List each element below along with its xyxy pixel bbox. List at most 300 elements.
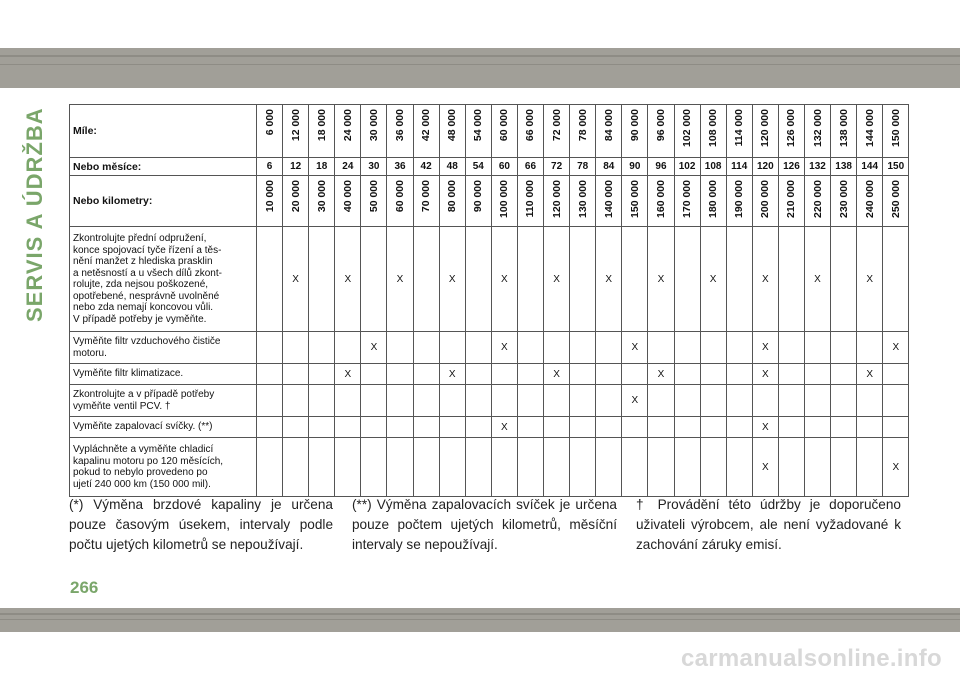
km-cell <box>752 176 778 227</box>
months-cell: 60 <box>491 158 517 176</box>
task-mark-cell <box>413 385 439 417</box>
task-mark-cell <box>778 385 804 417</box>
km-cell <box>309 176 335 227</box>
task-mark-x: X <box>752 364 778 385</box>
miles-cell <box>726 105 752 158</box>
task-mark-cell <box>700 438 726 497</box>
km-cell <box>361 176 387 227</box>
task-mark-cell <box>883 364 909 385</box>
task-mark-cell <box>387 438 413 497</box>
task-mark-cell <box>596 385 622 417</box>
km-value: 80 000 <box>446 180 459 213</box>
km-value: 130 000 <box>576 180 589 218</box>
miles-value: 24 000 <box>341 109 354 142</box>
task-mark-cell <box>361 417 387 438</box>
km-cell <box>674 176 700 227</box>
task-mark-cell <box>413 227 439 332</box>
footnote-spark-plugs: (**) Výměna zapalovacích svíček je určena pouze počtem ujetých kilometrů, měsíční intervaly se nepoužívají. <box>352 497 617 552</box>
km-value: 160 000 <box>654 180 667 218</box>
task-mark-cell <box>544 332 570 364</box>
task-mark-cell <box>465 332 491 364</box>
km-cell <box>831 176 857 227</box>
miles-cell <box>857 105 883 158</box>
task-mark-x: X <box>883 438 909 497</box>
task-label-cell <box>70 438 257 497</box>
km-cell <box>257 176 283 227</box>
task-mark-cell <box>465 417 491 438</box>
km-cell <box>439 176 465 227</box>
km-value: 190 000 <box>733 180 746 218</box>
task-mark-cell <box>517 385 543 417</box>
task-mark-cell <box>387 417 413 438</box>
miles-value: 78 000 <box>576 109 589 142</box>
km-cell <box>517 176 543 227</box>
task-mark-cell <box>700 417 726 438</box>
months-cell: 78 <box>570 158 596 176</box>
miles-cell <box>491 105 517 158</box>
task-mark-cell <box>804 385 830 417</box>
months-cell: 114 <box>726 158 752 176</box>
task-mark-cell <box>491 438 517 497</box>
task-mark-x: X <box>335 227 361 332</box>
task-mark-x: X <box>491 332 517 364</box>
miles-value: 90 000 <box>628 109 641 142</box>
miles-value: 132 000 <box>811 109 824 147</box>
task-mark-x: X <box>883 332 909 364</box>
task-mark-cell <box>361 227 387 332</box>
km-cell <box>491 176 517 227</box>
km-value: 30 000 <box>315 180 328 213</box>
km-cell <box>387 176 413 227</box>
miles-cell <box>517 105 543 158</box>
task-mark-cell <box>517 364 543 385</box>
task-mark-cell <box>517 227 543 332</box>
months-cell: 108 <box>700 158 726 176</box>
km-value: 70 000 <box>420 180 433 213</box>
task-label: Vyměňte zapalovací svíčky. (**) <box>73 421 213 433</box>
miles-value: 60 000 <box>498 109 511 142</box>
km-cell <box>622 176 648 227</box>
km-value: 150 000 <box>628 180 641 218</box>
miles-value: 96 000 <box>654 109 667 142</box>
task-mark-cell <box>335 438 361 497</box>
footnote-dagger: † Provádění této údržby je doporučeno uživateli výrobcem, ale není vyžadované k zachování záruky emisí. <box>636 497 901 552</box>
task-mark-cell <box>831 227 857 332</box>
task-mark-cell <box>257 385 283 417</box>
task-mark-cell <box>831 364 857 385</box>
task-mark-cell <box>804 438 830 497</box>
km-cell <box>283 176 309 227</box>
task-mark-cell <box>439 438 465 497</box>
task-mark-cell <box>831 438 857 497</box>
miles-value: 42 000 <box>420 109 433 142</box>
miles-value: 144 000 <box>863 109 876 147</box>
task-mark-cell <box>335 385 361 417</box>
task-mark-cell <box>648 332 674 364</box>
miles-cell <box>413 105 439 158</box>
task-mark-x: X <box>544 227 570 332</box>
task-mark-cell <box>857 385 883 417</box>
miles-cell <box>831 105 857 158</box>
task-mark-cell <box>831 332 857 364</box>
km-cell <box>335 176 361 227</box>
task-mark-x: X <box>387 227 413 332</box>
km-cell <box>648 176 674 227</box>
task-mark-x: X <box>752 417 778 438</box>
task-mark-cell <box>387 385 413 417</box>
task-mark-cell <box>257 332 283 364</box>
miles-cell <box>387 105 413 158</box>
task-mark-cell <box>283 438 309 497</box>
task-label: Vyměňte filtr klimatizace. <box>73 368 184 380</box>
task-mark-cell <box>309 385 335 417</box>
task-mark-cell <box>857 332 883 364</box>
task-mark-cell <box>883 385 909 417</box>
task-mark-cell <box>465 385 491 417</box>
km-cell <box>857 176 883 227</box>
miles-cell <box>778 105 804 158</box>
km-value: 110 000 <box>524 180 537 218</box>
km-value: 240 000 <box>863 180 876 218</box>
task-mark-x: X <box>622 332 648 364</box>
task-mark-cell <box>700 385 726 417</box>
task-mark-x: X <box>648 364 674 385</box>
km-value: 100 000 <box>498 180 511 218</box>
miles-value: 48 000 <box>446 109 459 142</box>
task-mark-x: X <box>283 227 309 332</box>
maintenance-schedule-table <box>69 104 909 497</box>
months-cell: 6 <box>257 158 283 176</box>
row-label-months <box>70 158 257 176</box>
task-mark-x: X <box>544 364 570 385</box>
miles-cell <box>465 105 491 158</box>
row-label-km <box>70 176 257 227</box>
miles-value: 102 000 <box>681 109 694 147</box>
months-cell: 30 <box>361 158 387 176</box>
task-mark-cell <box>622 417 648 438</box>
task-mark-cell <box>726 438 752 497</box>
km-value: 210 000 <box>785 180 798 218</box>
miles-value: 120 000 <box>759 109 772 147</box>
top-margin <box>0 0 960 44</box>
task-mark-cell <box>726 385 752 417</box>
task-mark-cell <box>857 438 883 497</box>
task-mark-cell <box>778 364 804 385</box>
task-mark-cell <box>361 364 387 385</box>
task-mark-cell <box>674 438 700 497</box>
miles-cell <box>804 105 830 158</box>
task-mark-cell <box>361 438 387 497</box>
miles-cell <box>674 105 700 158</box>
watermark: carmanualsonline.info <box>680 645 942 672</box>
task-mark-cell <box>596 417 622 438</box>
km-value: 20 000 <box>289 180 302 213</box>
task-label: Zkontrolujte a v případě potřeby vyměňte ventil PCV. † <box>73 389 215 412</box>
miles-value: 108 000 <box>707 109 720 147</box>
months-cell: 36 <box>387 158 413 176</box>
task-mark-cell <box>570 332 596 364</box>
task-mark-cell <box>439 332 465 364</box>
task-label-cell <box>70 385 257 417</box>
task-mark-cell <box>517 332 543 364</box>
miles-value: 72 000 <box>550 109 563 142</box>
task-mark-cell <box>544 385 570 417</box>
task-mark-cell <box>726 227 752 332</box>
km-value: 40 000 <box>341 180 354 213</box>
miles-cell <box>622 105 648 158</box>
task-mark-cell <box>674 227 700 332</box>
task-mark-cell <box>491 385 517 417</box>
task-mark-cell <box>439 385 465 417</box>
task-label-cell <box>70 332 257 364</box>
row-label-text: Nebo měsíce: <box>73 160 142 173</box>
miles-cell <box>257 105 283 158</box>
miles-value: 36 000 <box>394 109 407 142</box>
months-cell: 12 <box>283 158 309 176</box>
miles-cell <box>570 105 596 158</box>
km-value: 170 000 <box>681 180 694 218</box>
miles-cell <box>361 105 387 158</box>
task-mark-cell <box>804 364 830 385</box>
task-mark-cell <box>674 364 700 385</box>
task-mark-cell <box>257 364 283 385</box>
task-mark-cell <box>674 417 700 438</box>
miles-cell <box>439 105 465 158</box>
task-row <box>70 417 909 438</box>
km-value: 220 000 <box>811 180 824 218</box>
miles-cell <box>335 105 361 158</box>
task-mark-cell <box>335 332 361 364</box>
task-label: Zkontrolujte přední odpružení, konce spojovací tyče řízení a těs- nění manžet z hlediska prasklin a netěsností a u všech dílů zkont- rolujte, zda nejsou poškozené, opotřebené, nesprávně uvolněné nebo zda nemají koncovou vůli. V případě potřeby je vyměňte. <box>73 233 222 325</box>
task-mark-cell <box>778 417 804 438</box>
task-mark-cell <box>309 438 335 497</box>
task-mark-cell <box>831 417 857 438</box>
task-mark-cell <box>570 417 596 438</box>
task-mark-cell <box>622 438 648 497</box>
task-mark-cell <box>778 332 804 364</box>
task-mark-x: X <box>335 364 361 385</box>
task-mark-x: X <box>857 364 883 385</box>
row-label-text: Míle: <box>73 125 97 137</box>
task-mark-x: X <box>491 227 517 332</box>
km-cell <box>700 176 726 227</box>
task-mark-cell <box>726 364 752 385</box>
header-row-months <box>70 158 909 176</box>
km-value: 90 000 <box>472 180 485 213</box>
km-value: 230 000 <box>837 180 850 218</box>
task-mark-cell <box>387 332 413 364</box>
task-mark-cell <box>596 332 622 364</box>
task-mark-cell <box>413 364 439 385</box>
footnote-brake-fluid: (*) Výměna brzdové kapaliny je určena pouze časovým úsekem, intervaly podle počtu ujetých kilometrů se nepoužívají. <box>69 497 333 552</box>
km-cell <box>596 176 622 227</box>
months-cell: 102 <box>674 158 700 176</box>
task-mark-x: X <box>752 438 778 497</box>
miles-cell <box>883 105 909 158</box>
km-value: 200 000 <box>759 180 772 218</box>
task-mark-cell <box>804 332 830 364</box>
task-mark-x: X <box>622 385 648 417</box>
miles-value: 12 000 <box>289 109 302 142</box>
task-mark-cell <box>622 227 648 332</box>
task-mark-cell <box>309 332 335 364</box>
months-cell: 150 <box>883 158 909 176</box>
miles-value: 138 000 <box>837 109 850 147</box>
miles-cell <box>752 105 778 158</box>
km-cell <box>804 176 830 227</box>
task-mark-cell <box>517 438 543 497</box>
months-cell: 48 <box>439 158 465 176</box>
miles-cell <box>596 105 622 158</box>
months-cell: 132 <box>804 158 830 176</box>
months-cell: 24 <box>335 158 361 176</box>
task-row <box>70 385 909 417</box>
km-cell <box>883 176 909 227</box>
header-band <box>0 48 960 88</box>
task-mark-x: X <box>361 332 387 364</box>
task-row <box>70 332 909 364</box>
task-mark-cell <box>778 227 804 332</box>
miles-value: 126 000 <box>785 109 798 147</box>
task-mark-x: X <box>752 332 778 364</box>
miles-value: 30 000 <box>367 109 380 142</box>
km-cell <box>465 176 491 227</box>
task-mark-cell <box>309 364 335 385</box>
task-label: Vypláchněte a vyměňte chladicí kapalinu motoru po 120 měsících, pokud to nebylo provedeno po ujetí 240 000 km (150 000 mil). <box>73 444 224 490</box>
task-mark-cell <box>257 438 283 497</box>
miles-value: 114 000 <box>733 109 746 147</box>
task-mark-cell <box>413 332 439 364</box>
km-value: 140 000 <box>602 180 615 218</box>
task-mark-cell <box>831 385 857 417</box>
section-title: SERVIS A ÚDRŽBA <box>22 107 47 322</box>
task-mark-x: X <box>596 227 622 332</box>
task-mark-x: X <box>439 227 465 332</box>
task-mark-x: X <box>491 417 517 438</box>
task-mark-cell <box>674 385 700 417</box>
miles-cell <box>283 105 309 158</box>
miles-cell <box>309 105 335 158</box>
task-mark-x: X <box>857 227 883 332</box>
months-cell: 84 <box>596 158 622 176</box>
task-mark-cell <box>726 332 752 364</box>
km-value: 60 000 <box>394 180 407 213</box>
task-mark-x: X <box>700 227 726 332</box>
km-cell <box>778 176 804 227</box>
task-mark-cell <box>439 417 465 438</box>
task-mark-cell <box>335 417 361 438</box>
task-mark-cell <box>309 417 335 438</box>
task-mark-cell <box>596 364 622 385</box>
task-mark-cell <box>570 364 596 385</box>
km-value: 180 000 <box>707 180 720 218</box>
task-mark-cell <box>570 227 596 332</box>
km-value: 120 000 <box>550 180 563 218</box>
task-mark-cell <box>465 438 491 497</box>
task-label: Vyměňte filtr vzduchového čističe motoru. <box>73 336 221 359</box>
task-mark-cell <box>752 385 778 417</box>
task-mark-cell <box>883 417 909 438</box>
km-value: 10 000 <box>263 180 276 213</box>
task-label-cell <box>70 364 257 385</box>
task-mark-cell <box>883 227 909 332</box>
km-value: 50 000 <box>367 180 380 213</box>
task-mark-cell <box>622 364 648 385</box>
task-mark-cell <box>283 385 309 417</box>
task-row <box>70 438 909 497</box>
task-row <box>70 227 909 332</box>
miles-value: 66 000 <box>524 109 537 142</box>
km-value: 250 000 <box>889 180 902 218</box>
task-label-cell <box>70 417 257 438</box>
row-label-miles <box>70 105 257 158</box>
months-cell: 120 <box>752 158 778 176</box>
task-row <box>70 364 909 385</box>
task-mark-cell <box>857 417 883 438</box>
task-mark-cell <box>283 417 309 438</box>
miles-cell <box>700 105 726 158</box>
task-mark-cell <box>544 438 570 497</box>
km-cell <box>726 176 752 227</box>
task-mark-cell <box>570 385 596 417</box>
task-mark-cell <box>726 417 752 438</box>
months-cell: 126 <box>778 158 804 176</box>
task-mark-cell <box>257 417 283 438</box>
months-cell: 138 <box>831 158 857 176</box>
miles-cell <box>544 105 570 158</box>
task-mark-cell <box>596 438 622 497</box>
task-mark-cell <box>570 438 596 497</box>
task-mark-cell <box>804 417 830 438</box>
miles-cell <box>648 105 674 158</box>
miles-value: 6 000 <box>263 109 276 136</box>
miles-value: 18 000 <box>315 109 328 142</box>
task-mark-cell <box>778 438 804 497</box>
header-row-miles <box>70 105 909 158</box>
task-mark-x: X <box>439 364 465 385</box>
task-mark-cell <box>700 332 726 364</box>
miles-value: 84 000 <box>602 109 615 142</box>
months-cell: 144 <box>857 158 883 176</box>
km-cell <box>413 176 439 227</box>
header-row-km <box>70 176 909 227</box>
km-cell <box>544 176 570 227</box>
row-label-text: Nebo kilometry: <box>73 195 153 207</box>
task-mark-cell <box>648 417 674 438</box>
task-mark-cell <box>309 227 335 332</box>
task-mark-cell <box>491 364 517 385</box>
task-mark-x: X <box>648 227 674 332</box>
miles-value: 150 000 <box>889 109 902 147</box>
months-cell: 72 <box>544 158 570 176</box>
months-cell: 18 <box>309 158 335 176</box>
task-mark-cell <box>700 364 726 385</box>
months-cell: 90 <box>622 158 648 176</box>
task-mark-cell <box>387 364 413 385</box>
footer-band <box>0 608 960 632</box>
task-mark-cell <box>465 364 491 385</box>
months-cell: 42 <box>413 158 439 176</box>
task-mark-cell <box>544 417 570 438</box>
task-mark-cell <box>413 438 439 497</box>
months-cell: 54 <box>465 158 491 176</box>
task-mark-cell <box>413 417 439 438</box>
task-mark-cell <box>465 227 491 332</box>
task-mark-cell <box>648 385 674 417</box>
task-mark-cell <box>283 364 309 385</box>
months-cell: 66 <box>517 158 543 176</box>
task-mark-cell <box>283 332 309 364</box>
